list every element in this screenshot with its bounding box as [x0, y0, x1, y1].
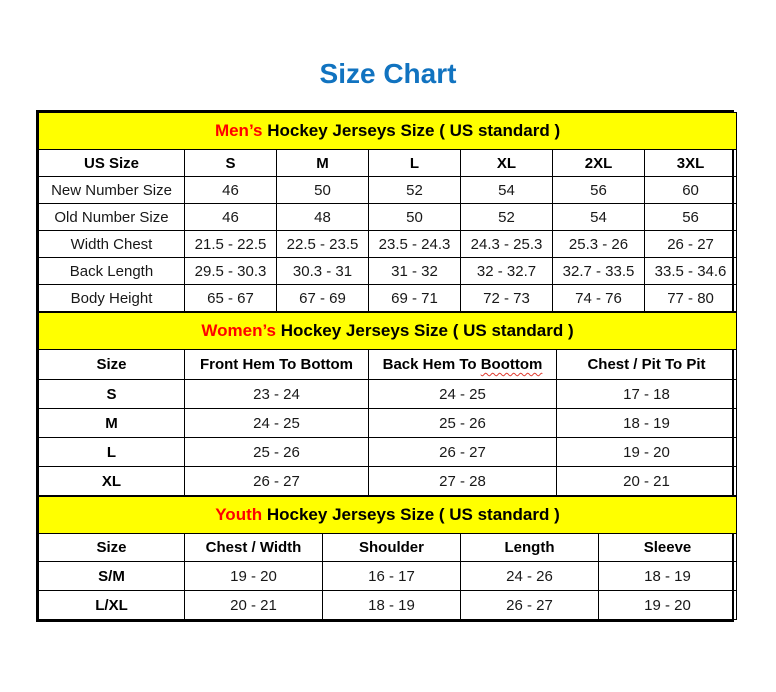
- size-value-cell: 65 - 67: [185, 285, 277, 312]
- size-value-cell: 21.5 - 22.5: [185, 231, 277, 258]
- womens-data-row: [39, 409, 737, 438]
- womens-data-row: [39, 438, 737, 467]
- youth-header-row: [39, 534, 737, 562]
- size-value-cell: 77 - 80: [645, 285, 737, 312]
- size-value-cell: 29.5 - 30.3: [185, 258, 277, 285]
- size-value-cell: 56: [553, 177, 645, 204]
- size-value-cell: 26 - 27: [645, 231, 737, 258]
- youth-data-row: [39, 562, 737, 591]
- mens-data-row: [39, 231, 737, 258]
- mens-section-band: [39, 113, 737, 150]
- youth-section-band: [39, 497, 737, 534]
- size-table-youth: [38, 496, 737, 620]
- row-label: Width Chest: [39, 231, 185, 258]
- misspelled-word: Boottom: [480, 356, 543, 373]
- size-value-cell: 27 - 28: [369, 467, 557, 496]
- size-value-cell: 54: [553, 204, 645, 231]
- column-header: Shoulder: [323, 534, 461, 562]
- youth-band-title: Youth Hockey Jerseys Size ( US standard ): [39, 497, 737, 534]
- column-header: 2XL: [553, 150, 645, 177]
- size-value-cell: 23 - 24: [185, 380, 369, 409]
- size-value-cell: 48: [277, 204, 369, 231]
- size-value-cell: 24 - 25: [185, 409, 369, 438]
- mens-data-row: [39, 177, 737, 204]
- size-table-womens: [38, 312, 737, 496]
- womens-data-row: [39, 467, 737, 496]
- row-label: L: [39, 438, 185, 467]
- size-value-cell: 46: [185, 204, 277, 231]
- size-value-cell: 32 - 32.7: [461, 258, 553, 285]
- size-value-cell: 52: [369, 177, 461, 204]
- row-label: New Number Size: [39, 177, 185, 204]
- size-value-cell: 50: [277, 177, 369, 204]
- column-header: M: [277, 150, 369, 177]
- column-header: Chest / Width: [185, 534, 323, 562]
- size-value-cell: 24.3 - 25.3: [461, 231, 553, 258]
- column-header: Size: [39, 350, 185, 380]
- column-header: Back Hem To Boottom: [369, 350, 557, 380]
- size-value-cell: 23.5 - 24.3: [369, 231, 461, 258]
- size-value-cell: 26 - 27: [461, 591, 599, 620]
- column-header: S: [185, 150, 277, 177]
- row-label: L/XL: [39, 591, 185, 620]
- column-header: XL: [461, 150, 553, 177]
- column-header: Chest / Pit To Pit: [557, 350, 737, 380]
- size-value-cell: 26 - 27: [185, 467, 369, 496]
- row-label: Old Number Size: [39, 204, 185, 231]
- mens-data-row: [39, 285, 737, 312]
- size-value-cell: 50: [369, 204, 461, 231]
- mens-band-title: Men’s Hockey Jerseys Size ( US standard ): [39, 113, 737, 150]
- mens-data-row: [39, 204, 737, 231]
- youth-data-row: [39, 591, 737, 620]
- column-header: L: [369, 150, 461, 177]
- size-value-cell: 25.3 - 26: [553, 231, 645, 258]
- size-chart-table-group: [36, 110, 734, 622]
- size-value-cell: 17 - 18: [557, 380, 737, 409]
- size-value-cell: 31 - 32: [369, 258, 461, 285]
- youth-band-highlight: Youth: [215, 505, 263, 524]
- size-value-cell: 20 - 21: [557, 467, 737, 496]
- page-title: Size Chart: [319, 58, 457, 89]
- size-value-cell: 22.5 - 23.5: [277, 231, 369, 258]
- size-value-cell: 18 - 19: [323, 591, 461, 620]
- column-header: Length: [461, 534, 599, 562]
- womens-band-highlight: Women’s: [201, 321, 276, 340]
- womens-header-row: [39, 350, 737, 380]
- size-value-cell: 52: [461, 204, 553, 231]
- size-value-cell: 18 - 19: [557, 409, 737, 438]
- row-label: S: [39, 380, 185, 409]
- size-value-cell: 69 - 71: [369, 285, 461, 312]
- size-value-cell: 18 - 19: [599, 562, 737, 591]
- column-header: Front Hem To Bottom: [185, 350, 369, 380]
- size-value-cell: 19 - 20: [185, 562, 323, 591]
- size-value-cell: 60: [645, 177, 737, 204]
- size-value-cell: 54: [461, 177, 553, 204]
- size-value-cell: 26 - 27: [369, 438, 557, 467]
- size-value-cell: 33.5 - 34.6: [645, 258, 737, 285]
- mens-band-highlight: Men’s: [214, 121, 263, 140]
- womens-band-title: Women’s Hockey Jerseys Size ( US standard ): [39, 313, 737, 350]
- size-value-cell: 72 - 73: [461, 285, 553, 312]
- row-label: XL: [39, 467, 185, 496]
- size-value-cell: 24 - 26: [461, 562, 599, 591]
- mens-header-row: [39, 150, 737, 177]
- size-value-cell: 19 - 20: [599, 591, 737, 620]
- size-value-cell: 24 - 25: [369, 380, 557, 409]
- column-header: Size: [39, 534, 185, 562]
- size-value-cell: 56: [645, 204, 737, 231]
- size-value-cell: 25 - 26: [369, 409, 557, 438]
- size-value-cell: 30.3 - 31: [277, 258, 369, 285]
- size-value-cell: 25 - 26: [185, 438, 369, 467]
- size-value-cell: 32.7 - 33.5: [553, 258, 645, 285]
- size-value-cell: 19 - 20: [557, 438, 737, 467]
- size-table-mens: [38, 112, 737, 312]
- size-value-cell: 67 - 69: [277, 285, 369, 312]
- column-header: Sleeve: [599, 534, 737, 562]
- row-label: Body Height: [39, 285, 185, 312]
- size-value-cell: 46: [185, 177, 277, 204]
- row-label: S/M: [39, 562, 185, 591]
- womens-section-band: [39, 313, 737, 350]
- size-value-cell: 74 - 76: [553, 285, 645, 312]
- size-value-cell: 16 - 17: [323, 562, 461, 591]
- row-label: M: [39, 409, 185, 438]
- column-header: 3XL: [645, 150, 737, 177]
- womens-data-row: [39, 380, 737, 409]
- column-header: US Size: [39, 150, 185, 177]
- row-label: Back Length: [39, 258, 185, 285]
- mens-data-row: [39, 258, 737, 285]
- size-value-cell: 20 - 21: [185, 591, 323, 620]
